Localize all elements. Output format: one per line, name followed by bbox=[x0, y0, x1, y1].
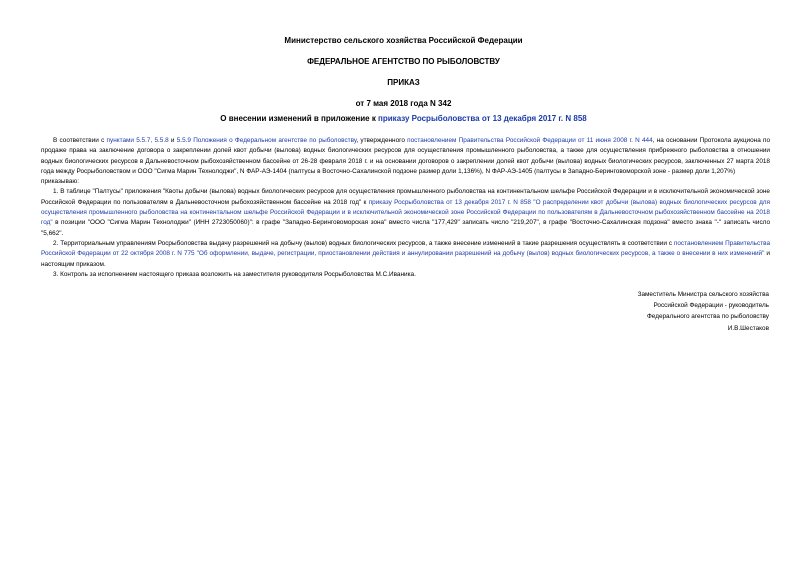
signature-line: Федерального агентства по рыболовству bbox=[646, 313, 769, 321]
subject-heading bbox=[0, 114, 807, 124]
subject-order-link[interactable]: приказу Росрыболовства от 13 декабря 2017 г. N 858 bbox=[378, 114, 587, 123]
signature-line: Российской Федерации - руководитель bbox=[653, 302, 769, 310]
item-3: 3. Контроль за исполнением настоящего приказа возложить на заместителя руководителя Росрыболовства М.С.Иваника. bbox=[53, 270, 416, 278]
item-1 bbox=[41, 187, 770, 238]
regulation-link[interactable]: 5.5.9 Положения о Федеральном агентстве по рыболовству bbox=[176, 137, 357, 144]
points-link[interactable]: пунктами 5.5.7, 5.5.8 bbox=[106, 137, 169, 144]
item-2-text: и настоящим приказом. bbox=[41, 250, 770, 268]
date-number-heading: от 7 мая 2018 года N 342 bbox=[355, 99, 452, 108]
preamble-text: и bbox=[168, 137, 177, 144]
preamble-paragraph bbox=[41, 136, 770, 177]
item-1-text: в позиции "ООО "Сигма Марин Технолоджи" (ИНН 2723050060)": в графе "Западно-Беринговоморская зона" вместо числа "177,429" записать число "219,207", в графе "Восточно-Сахалинская подзона" вместо знака "-" записать число "5,662". bbox=[41, 219, 770, 237]
government-decree-444-link[interactable]: постановлением Правительства Российской Федерации от 11 июня 2008 г. N 444 bbox=[407, 137, 653, 144]
doc-type-heading: ПРИКАЗ bbox=[387, 78, 420, 87]
item-2 bbox=[41, 239, 770, 270]
preamble-text: В соответствии с bbox=[53, 137, 107, 144]
signatory-name: И.В.Шестаков bbox=[727, 324, 769, 332]
government-decree-775-link[interactable]: постановлением Правительства Российской Федерации от 22 октября 2008 г. N 775 "Об оформлении, выдаче, регистрации, приостановлении действия и аннулировании разрешений на добычу (вылов) водных биологических ресурсов, а также о внесении в них изменений" bbox=[41, 239, 771, 258]
agency-heading: ФЕДЕРАЛЬНОЕ АГЕНТСТВО ПО РЫБОЛОВСТВУ bbox=[307, 57, 500, 66]
order-word: приказываю: bbox=[41, 178, 79, 186]
item-2-text: 2. Территориальным управлениям Росрыболовства выдачу разрешений на добычу (вылов) водных биологических ресурсов, а также внесение изменений в такие разрешения осуществлять в соответствии с bbox=[53, 239, 674, 247]
preamble-text: , на основании Протокола аукциона по продаже права на заключение договора о закреплении долей квот добычи (вылова) водных биологических ресурсов для осуществления промышленного рыболовства, а также для осуществления прибрежного рыболовства в отношении водных биологических ресурсов в Дальневосточном рыбохозяйственном бассейне от 26-28 февраля 2018 г. и на основании договоров о закреплении долей квот добычи (вылова) водных биологических ресурсов, заключенных 27 марта 2018 года между Росрыболовством и ООО "Сигма Марин Технолоджи", N ФАР-АЭ-1404 (палтусы в Восточно-Сахалинской подзоне размер доли 1,136%), N ФАР-АЭ-1405 (палтусы в Западно-Беринговоморской зоне - размер доли 1,207%) bbox=[41, 137, 771, 175]
signature-line: Заместитель Министра сельского хозяйства bbox=[637, 291, 769, 298]
signature-block bbox=[638, 289, 769, 334]
order-858-link[interactable]: приказу Росрыболовства от 13 декабря 2017 г. N 858 "О распределении квот добычи (вылова) водных биологических ресурсов для осуществления промышленного рыболовства на континентальном шельфе Российской Федерации и в исключительной экономической зоне Российской Федерации по пользователям в Дальневосточном рыбохозяйственном бассейне на 2018 год" bbox=[41, 198, 770, 227]
subject-prefix: О внесении изменений в приложение к bbox=[220, 114, 379, 123]
preamble-text: , утвержденного bbox=[356, 137, 408, 144]
document-body bbox=[41, 136, 770, 280]
ministry-heading: Министерство сельского хозяйства Российской Федерации bbox=[284, 36, 523, 45]
item-1-text: 1. В таблице "Палтусы" приложения "Квоты добычи (вылова) водных биологических ресурсов для осуществления промышленного рыболовства на континентальном шельфе Российской Федерации и в исключительной экономической зоне Российской Федерации по пользователям в Дальневосточном рыбохозяйственном бассейне на 2018 год" к bbox=[41, 188, 770, 206]
